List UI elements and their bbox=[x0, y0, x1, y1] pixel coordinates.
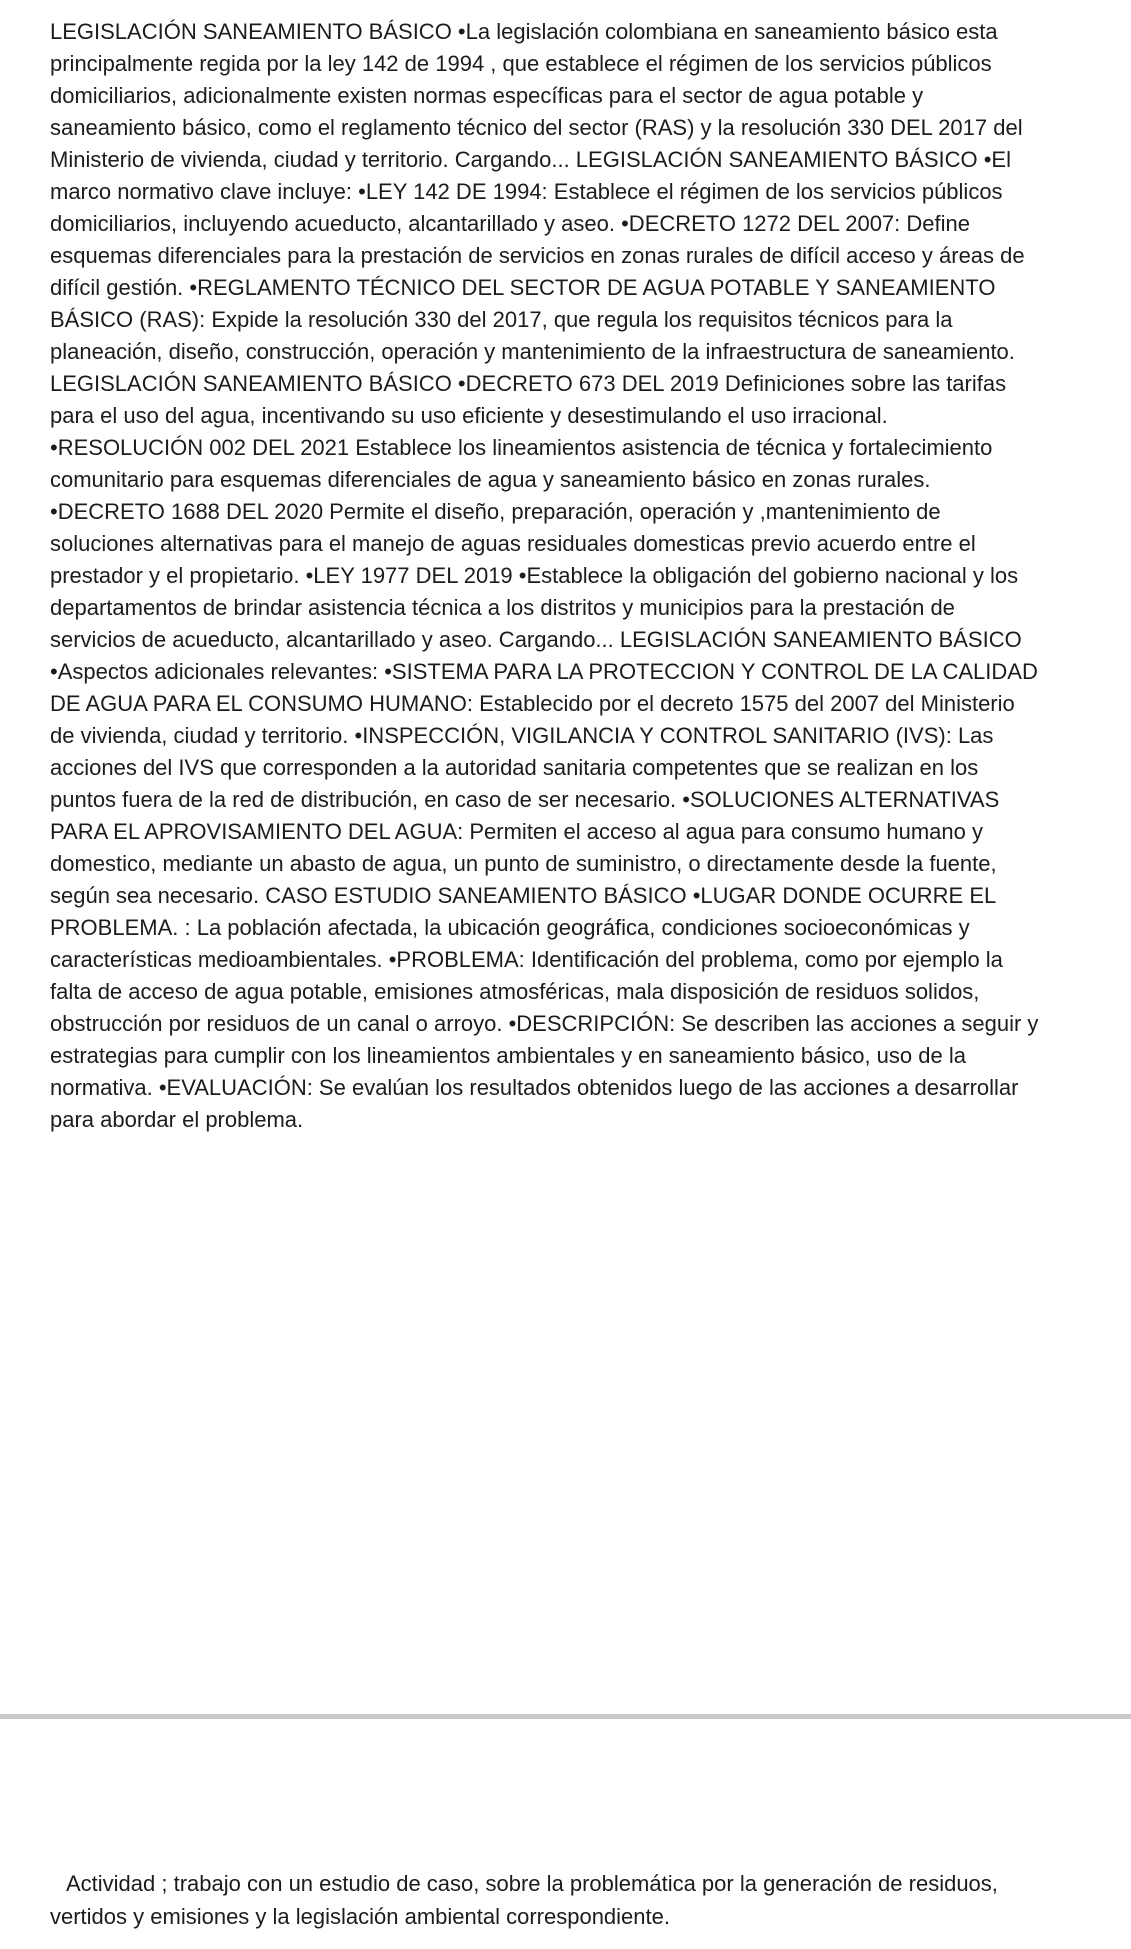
activity-text: Actividad ; trabajo con un estudio de caso, sobre la problemática por la generación de residuos, vertidos y emisiones y la legislación ambiental correspondiente. bbox=[50, 1871, 998, 1929]
legislation-body-text: LEGISLACIÓN SANEAMIENTO BÁSICO •La legislación colombiana en saneamiento básico esta principalmente regida por la ley 142 de 1994 , que establece el régimen de los servicios públicos domiciliarios, adicionalmente existen normas específicas para el sector de agua potable y saneamiento básico, como el reglamento técnico del sector (RAS) y la resolución 330 DEL 2017 del Ministerio de vivienda, ciudad y territorio. Cargando... LEGISLACIÓN SANEAMIENTO BÁSICO •El marco normativo clave incluye: •LEY 142 DE 1994: Establece el régimen de los servicios públicos domiciliarios, incluyendo acueducto, alcantarillado y aseo. •DECRETO 1272 DEL 2007: Define esquemas diferenciales para la prestación de servicios en zonas rurales de difícil acceso y áreas de difícil gestión. •REGLAMENTO TÉCNICO DEL SECTOR DE AGUA POTABLE Y SANEAMIENTO BÁSICO (RAS): Expide la resolución 330 del 2017, que regula los requisitos técnicos para la planeación, diseño, construcción, operación y mantenimiento de la infraestructura de saneamiento. LEGISLACIÓN SANEAMIENTO BÁSICO •DECRETO 673 DEL 2019 Definiciones sobre las tarifas para el uso del agua, incentivando su uso eficiente y desestimulando el uso irracional. •RESOLUCIÓN 002 DEL 2021 Establece los lineamientos asistencia de técnica y fortalecimiento comunitario para esquemas diferenciales de agua y saneamiento básico en zonas rurales. •DECRETO 1688 DEL 2020 Permite el diseño, preparación, operación y ,mantenimiento de soluciones alternativas para el manejo de aguas residuales domesticas previo acuerdo entre el prestador y el propietario. •LEY 1977 DEL 2019 •Establece la obligación del gobierno nacional y los departamentos de brindar asistencia técnica a los distritos y municipios para la prestación de servicios de acueducto, alcantarillado y aseo. Cargando... LEGISLACIÓN SANEAMIENTO BÁSICO •Aspectos adicionales relevantes: •SISTEMA PARA LA PROTECCION Y CONTROL DE LA CALIDAD DE AGUA PARA EL CONSUMO HUMANO: Establecido por el decreto 1575 del 2007 del Ministerio de vivienda, ciudad y territorio. •INSPECCIÓN, VIGILANCIA Y CONTROL SANITARIO (IVS): Las acciones del IVS que corresponden a la autoridad sanitaria competentes que se realizan en los puntos fuera de la red de distribución, en caso de ser necesario. •SOLUCIONES ALTERNATIVAS PARA EL APROVISAMIENTO DEL AGUA: Permiten el acceso al agua para consumo humano y domestico, mediante un abasto de agua, un punto de suministro, o directamente desde la fuente, según sea necesario. CASO ESTUDIO SANEAMIENTO BÁSICO •LUGAR DONDE OCURRE EL PROBLEMA. : La población afectada, la ubicación geográfica, condiciones socioeconómicas y características medioambientales. •PROBLEMA: Identificación del problema, como por ejemplo la falta de acceso de agua potable, emisiones atmosféricas, mala disposición de residuos solidos, obstrucción por residuos de un canal o arroyo. •DESCRIPCIÓN: Se describen las acciones a seguir y estrategias para cumplir con los lineamientos ambientales y en saneamiento básico, uso de la normativa. •EVALUACIÓN: Se evalúan los resultados obtenidos luego de las acciones a desarrollar para abordar el problema. bbox=[50, 19, 1039, 1132]
page-divider bbox=[0, 1714, 1131, 1719]
activity-paragraph bbox=[50, 1867, 1050, 1933]
